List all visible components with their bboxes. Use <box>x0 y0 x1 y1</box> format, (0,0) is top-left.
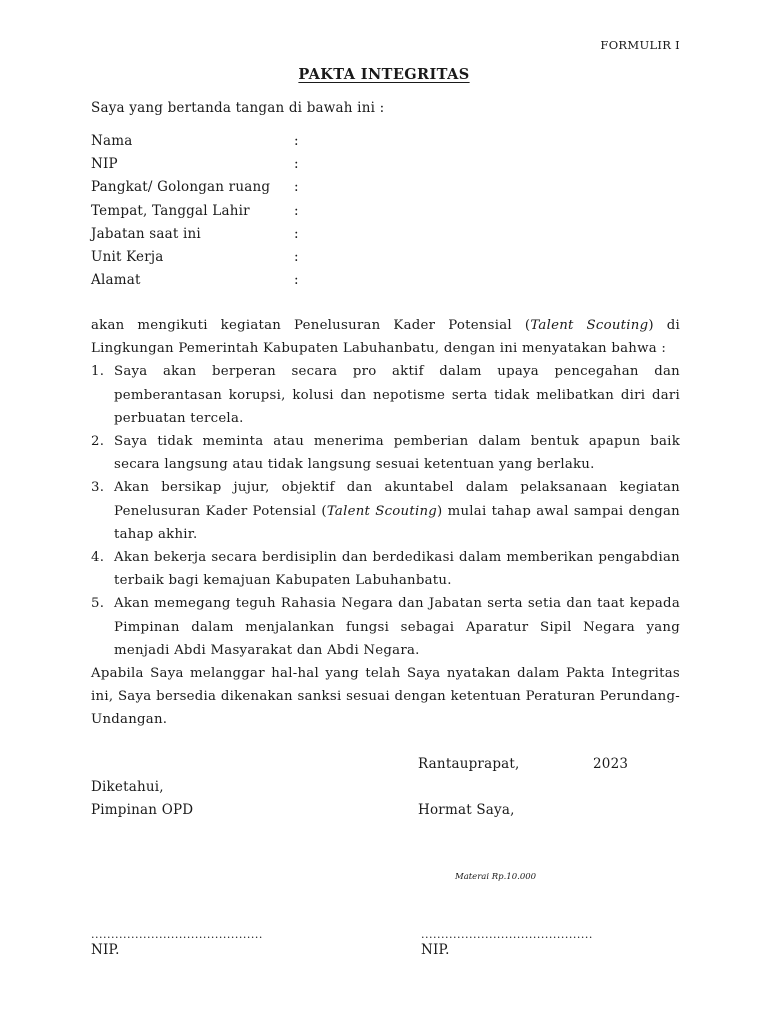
list-item <box>91 360 680 430</box>
statement-list <box>91 360 680 662</box>
field-label: Tempat, Tanggal Lahir <box>91 202 250 219</box>
statement-italic-term: Talent Scouting <box>530 318 649 333</box>
list-number: 4. <box>91 550 105 566</box>
field-nip <box>91 153 391 176</box>
list-number: 5. <box>91 596 105 612</box>
list-item <box>91 546 680 592</box>
left-signatory-title: Pimpinan OPD <box>91 802 194 818</box>
field-label: NIP <box>91 156 118 173</box>
list-text: Saya akan berperan secara pro aktif dalam upaya pencegahan dan pemberantasan korupsi, kolusi dan nepotisme serta tidak melibatkan diri dari perbuatan tercela. <box>114 364 680 426</box>
list-item <box>91 430 680 476</box>
field-alamat <box>91 269 391 292</box>
field-label: Nama <box>91 133 133 149</box>
statement-closing: Apabila Saya melanggar hal-hal yang telah Saya nyatakan dalam Pakta Integritas ini, Saya bersedia dikenakan sanksi sesuai dengan ketentuan Peraturan Perundang-Undangan. <box>91 666 680 728</box>
field-label: Unit Kerja <box>91 248 164 265</box>
form-code: FORMULIR I <box>600 38 680 52</box>
list-text: Akan bekerja secara berdisiplin dan berdedikasi dalam memberikan pengabdian terbaik bagi kemajuan Kabupaten Labuhanbatu. <box>114 550 680 589</box>
list-text: Saya tidak meminta atau menerima pemberian dalam bentuk apapun baik secara langsung atau tidak langsung sesuai ketentuan yang berlaku. <box>114 434 680 473</box>
field-pangkat <box>91 176 391 199</box>
list-text: ) mulai tahap awal sampai dengan tahap akhir. <box>114 503 680 542</box>
field-label: Alamat <box>91 272 141 289</box>
list-text: Akan memegang teguh Rahasia Negara dan Jabatan serta setia dan taat kepada Pimpinan dalam menjalankan fungsi sebagai Aparatur Sipil Negara yang menjadi Abdi Masyarakat dan Abdi Negara. <box>114 596 680 658</box>
list-number: 2. <box>91 434 105 450</box>
statement-body <box>91 314 680 732</box>
statement-text: akan mengikuti kegiatan Penelusuran Kader Potensial ( <box>91 318 531 333</box>
field-colon: : <box>294 133 299 149</box>
field-colon: : <box>294 202 299 219</box>
field-nama <box>91 130 391 153</box>
identity-fields <box>91 130 391 292</box>
signature-place: Rantauprapat, <box>418 756 520 772</box>
statement-text: ) di Lingkungan Pemerintah Kabupaten Labuhanbatu, dengan ini menyatakan bahwa : <box>91 318 681 357</box>
left-signature-line: ........................................... <box>91 928 263 941</box>
right-signature-line: ........................................... <box>421 928 593 941</box>
list-text: Akan bersikap jujur, objektif dan akuntabel dalam pelaksanaan kegiatan Penelusuran Kader Potensial ( <box>114 480 680 519</box>
document-title-text: PAKTA INTEGRITAS <box>298 66 470 83</box>
known-label: Diketahui, <box>91 779 164 795</box>
field-colon: : <box>294 248 299 265</box>
document-title <box>0 66 768 83</box>
field-ttl <box>91 200 391 223</box>
field-colon: : <box>294 225 299 242</box>
list-item <box>91 592 680 662</box>
right-nip-label: NIP. <box>421 942 450 958</box>
intro-text: Saya yang bertanda tangan di bawah ini : <box>91 100 385 116</box>
stamp-note: Materai Rp.10.000 <box>455 872 537 882</box>
field-unit-kerja <box>91 246 391 269</box>
field-colon: : <box>294 272 299 289</box>
right-signatory-title: Hormat Saya, <box>418 802 515 818</box>
list-italic-term: Talent Scouting <box>326 503 438 519</box>
field-jabatan <box>91 223 391 246</box>
field-label: Pangkat/ Golongan ruang <box>91 179 271 196</box>
left-nip-label: NIP. <box>91 942 120 958</box>
list-number: 3. <box>91 480 105 496</box>
list-number: 1. <box>91 364 105 380</box>
list-item <box>91 476 680 546</box>
signature-year: 2023 <box>593 756 629 772</box>
field-colon: : <box>294 156 299 173</box>
statement-opening <box>91 314 680 360</box>
field-label: Jabatan saat ini <box>91 225 201 242</box>
field-colon: : <box>294 179 299 196</box>
